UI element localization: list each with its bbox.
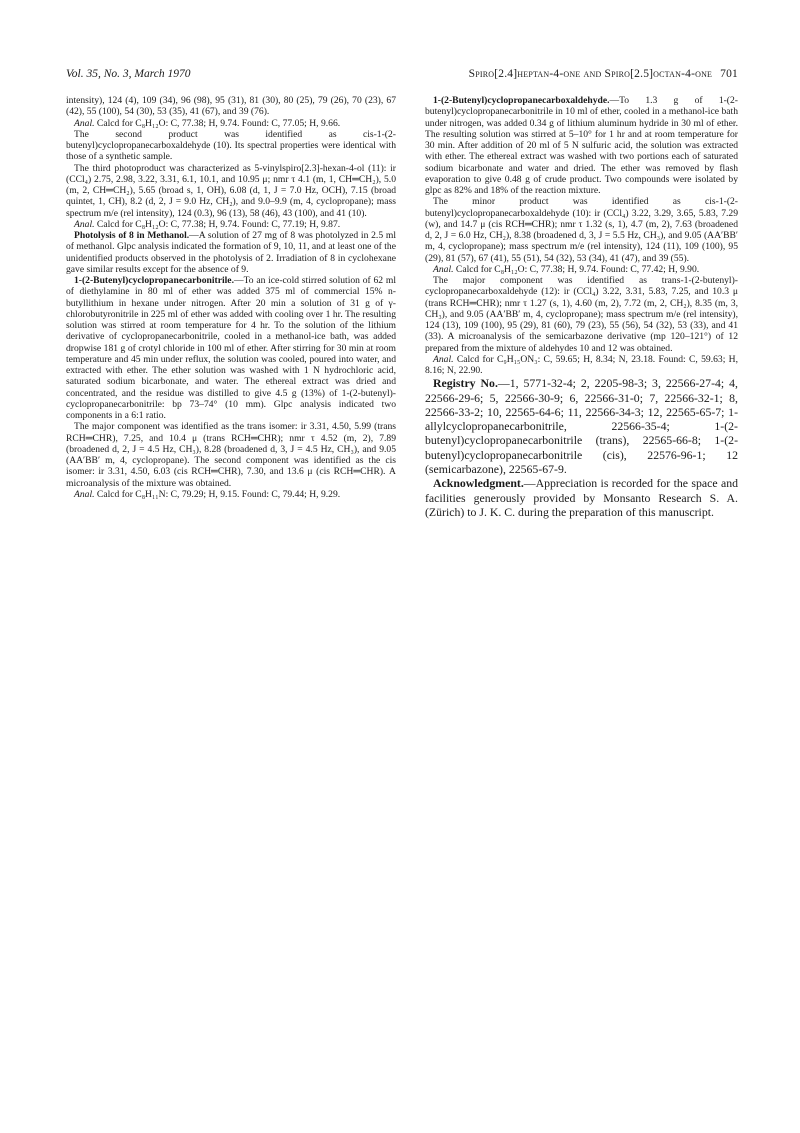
- left-column: [66, 95, 396, 500]
- acknowledgment: [425, 476, 738, 519]
- running-title: [469, 66, 738, 82]
- nitrile-synthesis-paragraph: [66, 275, 396, 421]
- analysis-text: Calcd for C₈H₁₁N: C, 79.29; H, 9.15. Found: C, 79.44; H, 9.29.: [94, 488, 341, 500]
- analysis-text: Calcd for C₈H₁₂O: C, 77.38; H, 9.74. Found: C, 77.42; H, 9.90.: [453, 263, 700, 275]
- journal-citation: Vol. 35, No. 3, March 1970: [66, 68, 191, 80]
- second-product-paragraph: The second product was identified as cis-1-(2-butenyl)cyclopropanecarboxaldehyde (10). Its spectral properties were identical with those of a synthetic sample.: [66, 128, 396, 163]
- analysis-text: Calcd for C₈H₁₂O: C, 77.38; H, 9.74. Found: C, 77.19; H, 9.87.: [94, 218, 341, 230]
- analysis-paragraph: [66, 118, 396, 129]
- analysis-paragraph: [425, 264, 738, 275]
- analysis-paragraph: [66, 489, 396, 500]
- running-title-text: Spiro[2.4]heptan-4-one and Spiro[2.5]octan-4-one: [468, 68, 713, 80]
- analysis-label: Anal.: [74, 117, 95, 129]
- analysis-text: Calcd for C₈H₁₂O: C, 77.38; H, 9.74. Found: C, 77.05; H, 9.66.: [94, 117, 341, 129]
- aldehyde-synthesis-paragraph: [425, 95, 738, 196]
- methanol-photolysis-paragraph: [66, 230, 396, 275]
- section-heading: 1-(2-Butenyl)cyclopropanecarbonitrile.: [74, 275, 234, 286]
- analysis-paragraph: [66, 219, 396, 230]
- section-text: —To an ice-cold stirred solution of 62 ml of diethylamine in 80 ml of ether was added 375 ml of commercial 15% n-butyllithium in hexane under nitrogen. After 20 min a solution of 31 g of γ-chlorobutyronitrile in 225 ml of ether was added with cooling over 1 hr. The resulting solution was stirred at room temperature for 4 hr. To the solution of the lithium derivative of cyclopropanecarbonitrile, cooled in a methanol-ice bath, was added dropwise 181 g of crotyl chloride in 100 ml of ether. After stirring for 30 min at room temperature and 45 min under reflux, the solution was cooled, poured into water, and extracted with ether. The ether solution was washed with 1 N hydrochloric acid, saturated sodium bicarbonate, and water. The ethereal extract was dried and concentrated, and the residue was distilled to give 4.5 g (13%) of 1-(2-butenyl)-cyclopropanecarbonitrile: bp 73–74° (10 mm). Glpc analysis indicated two components in a 6:1 ratio.: [66, 275, 396, 421]
- section-heading: Photolysis of 8 in Methanol.: [74, 230, 190, 241]
- section-text: —A solution of 27 mg of 8 was photolyzed in 2.5 ml of methanol. Glpc analysis indicated the formation of 9, 10, 11, and at least one of the unidentified products observed in the photolysis of 2. Irradiation of 8 in cyclohexane gave similar results except for the absence of 9.: [66, 230, 396, 275]
- analysis-label: Anal.: [433, 263, 454, 275]
- analysis-label: Anal.: [74, 218, 95, 230]
- minor-product-paragraph: The minor product was identified as cis-1-(2-butenyl)cyclopropanecarboxaldehyde (10): ir (CCl₄) 3.22, 3.29, 3.65, 5.83, 7.29 (w), and 14.7 μ (cis RCH═CHR); nmr τ 1.32 (s, 1), 4.7 (m, 2), 7.63 (broadened d, 2, J = 6.0 Hz, CH₂), 8.38 (broadened d, 3, J = 5.5 Hz, CH₃), and 9.05 (AA′BB′ m, 4, cyclopropane); mass spectrum m/e (rel intensity), 124 (11), 109 (100), 95 (29), 81 (57), 67 (41), 55 (51), 54 (32), 53 (34), 41 (47), and 39 (55).: [425, 196, 738, 264]
- analysis-label: Anal.: [433, 353, 454, 365]
- analysis-paragraph: [425, 354, 738, 377]
- acknowledgment-text: —Appreciation is recorded for the space and facilities generously provided by Monsanto Research S. A. (Zürich) to J. K. C. during the preparation of this manuscript.: [425, 476, 738, 519]
- registry-numbers: [425, 376, 738, 476]
- major-component-paragraph: The major component was identified as trans-1-(2-butenyl)-cyclopropanecarboxaldehyde (12): ir (CCl₄) 3.22, 3.31, 5.83, 7.25, and 10.3 μ (trans RCH═CHR); nmr τ 1.27 (s, 1), 4.60 (m, 2), 7.72 (m, 2, CH₂), 8.35 (m, 3, CH₃), and 9.05 (AA′BB′ m, 4, cyclopropane); mass spectrum m/e (rel intensity), 124 (13), 109 (100), 95 (29), 81 (60), 79 (23), 55 (56), 54 (32), 53 (33), and 41 (33). A microanalysis of the semicarbazone derivative (mp 120–121°) of 12 prepared from the mixture of aldehydes 10 and 12 was obtained.: [425, 275, 738, 354]
- running-header: [66, 66, 738, 82]
- section-text: —To 1.3 g of 1-(2-butenyl)cyclopropanecarbonitrile in 10 ml of ether, cooled in a methanol-ice bath under nitrogen, was added 0.34 g of lithium aluminum hydride in 30 ml of ether. The resulting solution was stirred at 5–10° for 1 hr and at room temperature for 30 min. After addition of 20 ml of 5 N sulfuric acid, the solution was extracted with ether. The ethereal extract was washed with two portions each of saturated sodium bicarbonate and water and dried. The ether was removed by flash evaporation to give 0.48 g of crude product. Two compounds were isolated by glpc as 82% and 18% of the reaction mixture.: [425, 95, 738, 196]
- third-photoproduct-paragraph: The third photoproduct was characterized as 5-vinylspiro[2.3]-hexan-4-ol (11): ir (CCl₄) 2.75, 2.98, 3.22, 3.31, 6.1, 10.1, and 10.95 μ; nmr τ 4.1 (m, 1, CH═CH₂), 5.0 (m, 2, CH═CH₂), 5.65 (broad s, 1, OH), 6.08 (d, 1, J = 7.0 Hz, OCH), 7.15 (broad quintet, 1, CH), 8.2 (d, 2, J = 9.0 Hz, CH₂), and 9.0–9.9 (m, 4, cyclopropane); mass spectrum m/e (rel intensity), 124 (0.3), 96 (13), 58 (46), 43 (100), and 41 (10).: [66, 162, 396, 219]
- section-heading: 1-(2-Butenyl)cyclopropanecarboxaldehyde.: [433, 95, 610, 106]
- acknowledgment-heading: Acknowledgment.: [433, 476, 524, 491]
- isomer-identification-paragraph: The major component was identified as the trans isomer: ir 3.31, 4.50, 5.99 (trans RCH═CHR), 7.25, and 10.4 μ (trans RCH═CHR); nmr τ 4.52 (m, 2), 7.89 (broadened d, 2, J = 4.5 Hz, CH₃), 8.28 (broadened d, 3, J = 4.5 Hz, CH₃), and 9.05 (AA′BB′ m, 4, cyclopropane). The second component was identified as the cis isomer: ir 3.31, 4.50, 6.03 (cis RCH═CHR), 7.30, and 13.6 μ (cis RCH═CHR). A microanalysis of the mixture was obtained.: [66, 421, 396, 489]
- analysis-text: Calcd for C₉H₁₅ON₃: C, 59.65; H, 8.34; N, 23.18. Found: C, 59.63; H, 8.16; N, 22.90.: [425, 353, 738, 376]
- page-number: 701: [720, 68, 738, 80]
- registry-text: —1, 5771-32-4; 2, 2205-98-3; 3, 22566-27-4; 4, 22566-29-6; 5, 22566-30-9; 6, 22566-31-0; 7, 22566-32-1; 8, 22566-33-2; 10, 22565-64-6; 11, 22566-34-3; 12, 22565-65-7; 1-allylcyclopropanecarbonitrile, 22566-35-4; 1-(2-butenyl)cyclopropanecarbonitrile (trans), 22565-66-8; 1-(2-butenyl)cyclopropanecarbonitrile (cis), 22576-96-1; 12 (semicarbazone), 22565-67-9.: [425, 376, 738, 477]
- analysis-label: Anal.: [74, 488, 95, 500]
- registry-heading: Registry No.: [433, 376, 498, 391]
- right-column: [425, 95, 738, 519]
- mass-spectrum-continuation: intensity), 124 (4), 109 (34), 96 (98), 95 (31), 81 (30), 80 (25), 79 (26), 70 (23), 67 (42), 55 (100), 54 (30), 53 (35), 41 (67), and 39 (76).: [66, 95, 396, 118]
